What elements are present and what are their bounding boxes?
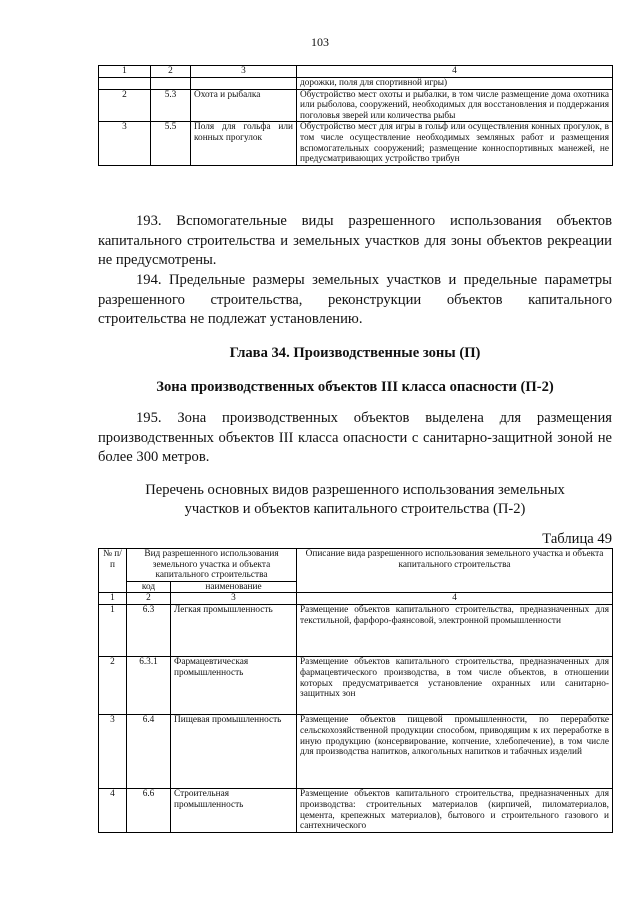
code-cell: 5.5: [151, 122, 191, 165]
permitted-use-table-continued: [98, 65, 613, 166]
name-cell: Легкая промышленность: [171, 605, 297, 657]
name-cell: Пищевая промышленность: [171, 715, 297, 789]
col-number: 2: [127, 593, 171, 605]
code-cell: 5.3: [151, 89, 191, 122]
column-number-row: [99, 593, 613, 605]
code-cell: 6.4: [127, 715, 171, 789]
table-row: [99, 715, 613, 789]
col-number: 4: [297, 66, 613, 78]
permitted-use-table-49: [98, 548, 613, 833]
table-row: [99, 122, 613, 165]
description-cell: Размещение объектов капитального строительства, предназначенных для производства: строительных материалов (кирпичей, пиломатериалов, цемента, крепежных материалов), бытового и строительного газового и сантехнического: [297, 789, 613, 832]
row-number-cell: 4: [99, 789, 127, 832]
paragraph-195: [98, 409, 612, 468]
zone-heading: Зона производственных объектов III класса опасности (П-2): [156, 379, 554, 395]
row-number-cell: 3: [99, 122, 151, 165]
description-cell: дорожки, поля для спортивной игры): [297, 78, 613, 90]
description-cell: Размещение объектов капитального строительства, предназначенных для текстильной, фарфоро-фаянсовой, электронной промышленности: [297, 605, 613, 657]
empty-cell: [151, 78, 191, 90]
table-row: [99, 89, 613, 122]
list-title-line-1: Перечень основных видов разрешенного использования земельных: [145, 482, 565, 498]
col-number: 1: [99, 593, 127, 605]
name-cell: Фармацевтическая промышленность: [171, 657, 297, 715]
col-number: 3: [191, 66, 297, 78]
row-number-cell: 2: [99, 657, 127, 715]
col-number: 2: [151, 66, 191, 78]
table-row: [99, 605, 613, 657]
table-row: [99, 78, 613, 90]
code-cell: 6.3.1: [127, 657, 171, 715]
col-number: 3: [171, 593, 297, 605]
paragraph-194: [98, 271, 612, 330]
paragraph-text: 194. Предельные размеры земельных участков и предельные параметры разрешенного строительства, реконструкции объектов капитального строительства не подлежат установлению.: [98, 272, 612, 327]
description-cell: Размещение объектов капитального строительства, предназначенных для фармацевтического производства, в том числе объектов, в отношении которых предусматривается установление охранных или санитарно-защитных зон: [297, 657, 613, 715]
header-description: Описание вида разрешенного использования земельного участка и объекта капитального строительства: [297, 549, 613, 593]
col-number: 1: [99, 66, 151, 78]
table-row: [99, 789, 613, 832]
empty-cell: [99, 78, 151, 90]
paragraph-193: [98, 212, 612, 271]
table-row: [99, 657, 613, 715]
name-cell: Строительная промышленность: [171, 789, 297, 832]
row-number-cell: 3: [99, 715, 127, 789]
description-cell: Обустройство мест для игры в гольф или осуществления конных прогулок, в том числе осуществление необходимых земляных работ и размещения вспомогательных сооружений; размещение конноспортивных манежей, не предусматривающих устройство трибун: [297, 122, 613, 165]
row-number-cell: 2: [99, 89, 151, 122]
description-cell: Обустройство мест охоты и рыбалки, в том числе размещение дома охотника или рыболова, сооружений, необходимых для восстановления и поддержания поголовья зверей или количества рыбы: [297, 89, 613, 122]
list-title-line-2: участков и объектов капитального строительства (П-2): [184, 501, 526, 517]
chapter-heading: Глава 34. Производственные зоны (П): [229, 345, 481, 361]
paragraph-text: 195. Зона производственных объектов выделена для размещения производственных объектов III класса опасности с санитарно-защитной зоной не более 300 метров.: [98, 410, 612, 465]
page-number: 103: [311, 35, 329, 49]
col-number: 4: [297, 593, 613, 605]
name-cell: Поля для гольфа или конных прогулок: [191, 122, 297, 165]
header-code: код: [127, 581, 171, 593]
header-row: [99, 549, 613, 582]
header-kind: Вид разрешенного использования земельного участка и объекта капитального строительства: [127, 549, 297, 582]
header-name: наименование: [171, 581, 297, 593]
paragraph-text: 193. Вспомогательные виды разрешенного использования объектов капитального строительства и земельных участков для зоны объектов рекреации не предусмотрены.: [98, 213, 612, 268]
empty-cell: [191, 78, 297, 90]
name-cell: Охота и рыбалка: [191, 89, 297, 122]
description-cell: Размещение объектов пищевой промышленности, по переработке сельскохозяйственной продукции способом, приводящим к их переработке в иную продукцию (консервирование, копчение, хлебопечение), в том числе для производства напитков, алкогольных напитков и табачных изделий: [297, 715, 613, 789]
code-cell: 6.3: [127, 605, 171, 657]
table-label: Таблица 49: [542, 531, 612, 547]
header-number: № п/п: [99, 549, 127, 593]
row-number-cell: 1: [99, 605, 127, 657]
column-number-row: [99, 66, 613, 78]
code-cell: 6.6: [127, 789, 171, 832]
